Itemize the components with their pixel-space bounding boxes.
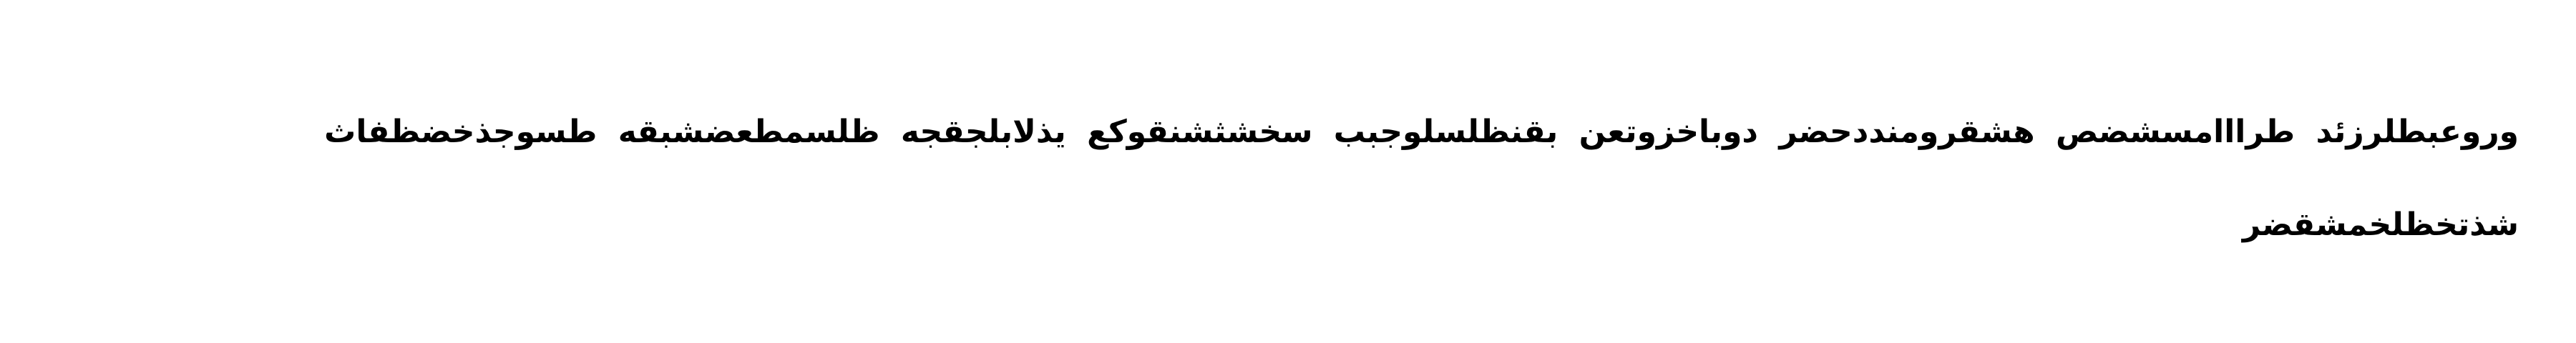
- text-line-2: شذتخظلخمشقضر: [2242, 207, 2519, 243]
- arabic-text-block: [315, 86, 2519, 272]
- text-line-1: وروعبطلرزئد طرااامسشضص هشقرومنددحضر دوباخزوتعن بقنظلسلوجبب سخشثشنقوكع يذلابلجقجه ظلسمطعضشبقه طسوجذخضظفاث: [324, 114, 2519, 150]
